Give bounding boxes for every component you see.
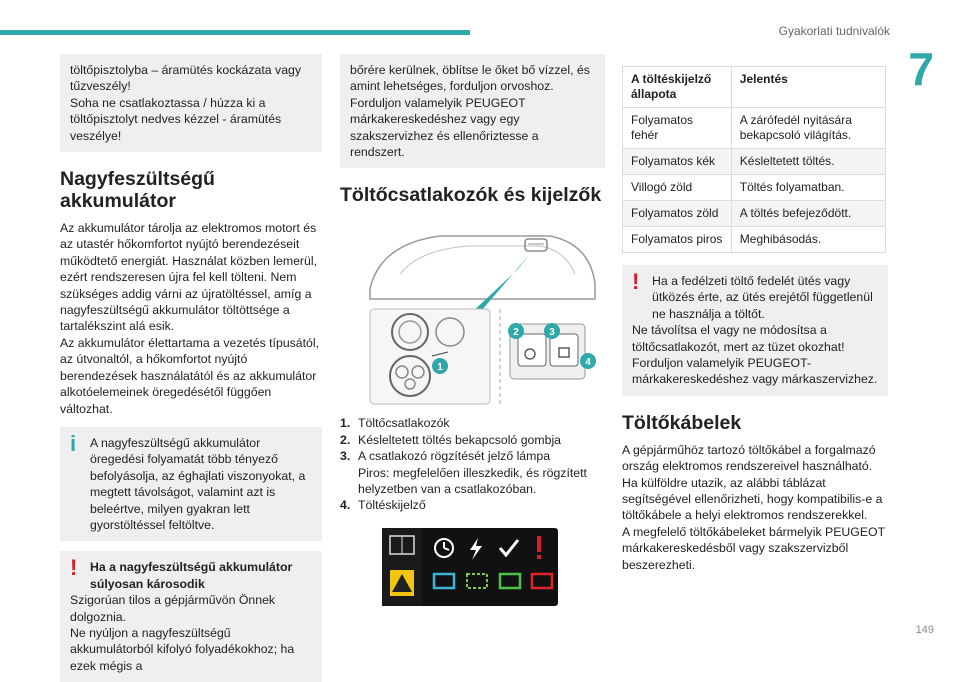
warning-line: Forduljon valamelyik PEUGEOT-márkakereskedéshez vagy márkaszervizhez.	[632, 356, 878, 387]
red-indicator	[532, 574, 552, 588]
connector-legend	[340, 415, 605, 513]
warning-box	[60, 551, 322, 682]
warning-line: Szigorúan tilos a gépjárművön Önnek dolgoznia.	[70, 593, 276, 624]
indicator-symbols	[382, 528, 558, 606]
legend-item: 2. Késleltetett töltés bekapcsoló gombja	[340, 432, 562, 447]
warning-line: Forduljon valamelyik PEUGEOT márkakereskedéshez vagy egy szakszervizhez és ellenőriztesse a rendszert.	[350, 95, 539, 160]
warning-continuation-box	[60, 54, 322, 152]
table-row: Folyamatos zöld A töltés befejeződött.	[623, 201, 886, 227]
paragraph: A gépjárműhöz tartozó töltőkábel a forgalmazó ország elektromos rendszereivel használható.	[622, 442, 876, 474]
warning-continuation-box	[340, 54, 605, 168]
green-indicator	[500, 574, 520, 588]
warning-line: bőrére kerülnek, öblítse le őket bő vízzel, és amint lehetséges, forduljon orvoshoz.	[350, 63, 590, 94]
column-2	[340, 54, 605, 606]
checkmark-icon	[500, 540, 518, 555]
charging-port-diagram	[340, 214, 605, 409]
table-row: Folyamatos piros Meghibásodás.	[623, 227, 886, 253]
info-box	[60, 427, 322, 541]
warning-line: Ne nyúljon a nagyfeszültségű akkumulátorból kifolyó folyadékokhoz; ha ezek mégis a	[70, 625, 295, 673]
warning-title: Ha a nagyfeszültségű akkumulátor súlyosan károsodik	[90, 560, 293, 591]
warning-line: Ne távolítsa el vagy ne módosítsa a töltőcsatlakozót, mert az tüzet okozhat!	[632, 323, 845, 354]
column-1	[60, 54, 322, 682]
lightning-icon	[470, 538, 482, 560]
legend-item: 3. A csatlakozó rögzítését jelző lámpa	[340, 449, 551, 464]
legend-item: 1. Töltőcsatlakozók	[340, 416, 450, 431]
column-3	[622, 54, 888, 573]
section-title: Gyakorlati tudnivalók	[778, 24, 890, 38]
charging-indicator-panel	[382, 528, 558, 606]
warning-line: töltőpisztolyba – áramütés kockázata vagy tűzveszély!	[70, 63, 302, 94]
info-icon: i	[70, 430, 77, 456]
paragraph: Az akkumulátor élettartama a vezetés típusától, az útvonaltól, a hőkomfortot nyújtó berendezések használatától és az akkumulátor alkotóelemeinek öregedésétől függően változhat.	[60, 335, 320, 416]
heading-connectors: Töltőcsatlakozók és kijelzők	[340, 184, 602, 207]
legend-item: 4. Töltéskijelző	[340, 498, 426, 513]
paragraph: Ha külföldre utazik, az alábbi táblázat segítségével ellenőrizheti, hogy kompatibilis-e a töltőkábele a helyi elektromos rendszerekkel.	[622, 475, 883, 523]
warning-icon: !	[632, 269, 640, 294]
chapter-number: 7	[908, 43, 934, 95]
callout-1: 1	[437, 362, 443, 374]
warning-box	[622, 265, 888, 396]
paragraph: Az akkumulátor tárolja az elektromos motort és az utastér hőkomfortot nyújtó berendezéseit működtető energiát. Használat közben lemerül, ezért rendszeresen újra fel kell tölteni. Nem szükséges addig várni az újratöltéssel, amíg a nagyfeszültségű akkumulátor töltöttsége a tartalékszint alá esik.	[60, 221, 318, 334]
callout-4: 4	[585, 357, 591, 369]
table-row: Folyamatos kék Késleltetett töltés.	[623, 149, 886, 175]
warning-line: Ha a fedélzeti töltő fedelét ütés vagy ütközés érte, az ütés erejétől függetlenül ne használja a töltőt.	[652, 274, 873, 321]
info-text: A nagyfeszültségű akkumulátor öregedési folyamatát több tényező befolyásolja, az éghajlati viszonyokat, a megtett távolságot, valamint azt is beleértve, milyen gyakran lett gyorstöltéssel feltöltve.	[90, 435, 306, 532]
exclamation-icon	[537, 536, 541, 552]
callout-2: 2	[513, 327, 519, 339]
blue-indicator	[434, 574, 454, 588]
paragraph: A megfelelő töltőkábeleket bármelyik PEUGEOT márkakereskedésből vagy szakszervizből beszerezheti.	[622, 524, 885, 572]
table-row: Villogó zöld Töltés folyamatban.	[623, 175, 886, 201]
page-number: 149	[915, 624, 934, 636]
table-row: Folyamatos fehér A zárófedél nyitására bekapcsoló világítás.	[623, 108, 886, 149]
blinking-green-indicator	[467, 574, 487, 588]
heading-battery: Nagyfeszültségű akkumulátor	[60, 168, 215, 213]
header-accent-bar	[0, 30, 470, 35]
charging-port-illustration	[340, 214, 605, 409]
heading-cables: Töltőkábelek	[622, 411, 742, 434]
indicator-status-table	[622, 66, 886, 253]
legend-item: Piros: megfelelően illeszkedik, és rögzített helyzetben van a csatlakozóban.	[358, 465, 587, 497]
table-header: Jelentés	[731, 67, 885, 108]
warning-line: Soha ne csatlakoztassa / húzza ki a töltőpisztolyt nedves kézzel - áramütés veszélye!	[70, 95, 282, 143]
warning-icon: !	[70, 555, 78, 581]
callout-3: 3	[549, 327, 555, 339]
table-header: A töltéskijelző állapota	[623, 67, 732, 108]
